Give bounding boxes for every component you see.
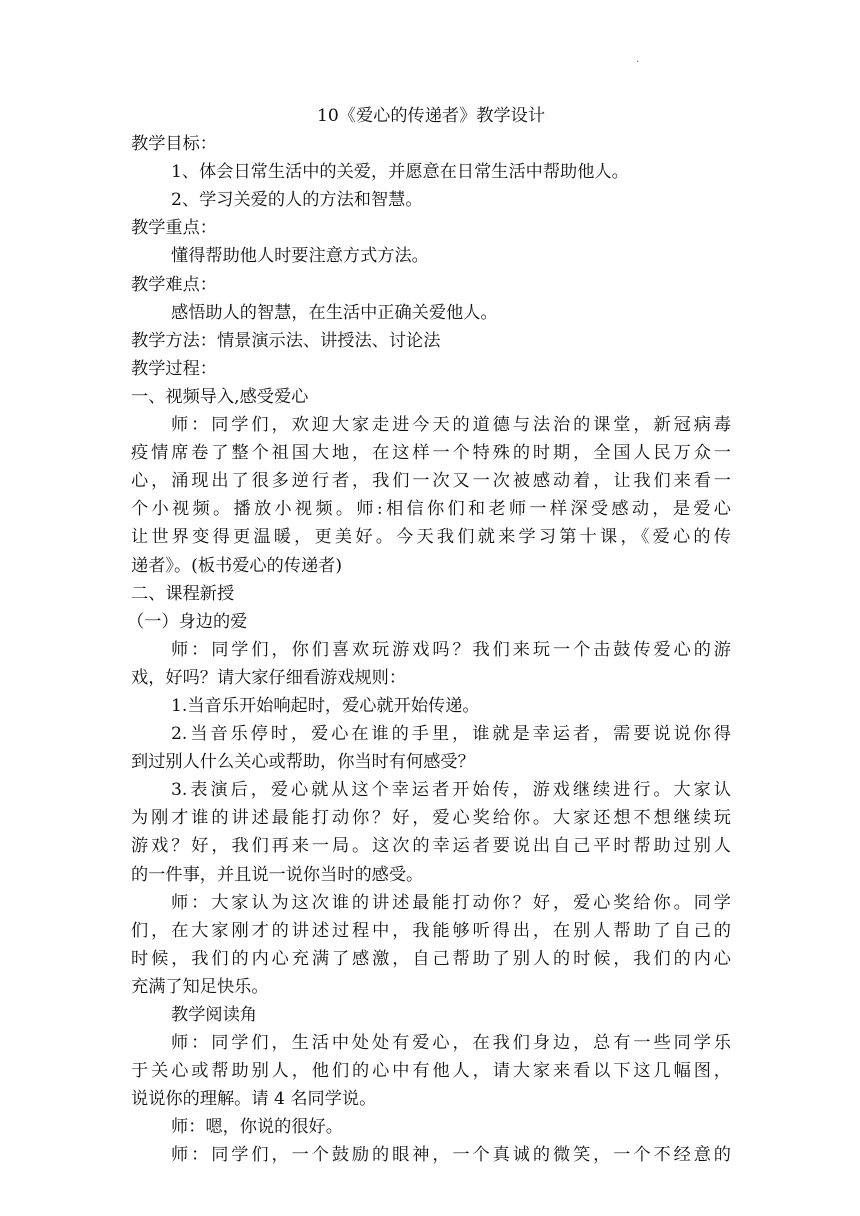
section-heading: 一、视频导入,感受爱心 — [131, 386, 309, 407]
paragraph-line: 到过别人什么关心或帮助，你当时有何感受？ — [131, 752, 475, 773]
document-body — [127, 130, 731, 1169]
section-heading: 教学目标： — [131, 134, 217, 155]
subsection-heading: （一）身边的爱 — [127, 611, 248, 632]
paragraph-line: 时候，我们的内心充满了感激，自己帮助了别人的时候，我们的内心 — [131, 948, 731, 969]
paragraph-line: 师：嗯，你说的很好。 — [171, 1117, 343, 1138]
lesson-plan-document — [127, 102, 731, 1170]
paragraph-line: 师：同学们，一个鼓励的眼神，一个真诚的微笑，一个不经意的 — [171, 1145, 731, 1166]
paragraph-line: 2.当音乐停时，爱心在谁的手里，谁就是幸运者，需要说说你得 — [171, 724, 731, 745]
paragraph-line: 让世界变得更温暖，更美好。今天我们就来学习第十课，《爱心的传 — [131, 527, 731, 548]
paragraph-line: 个小视频。播放小视频。师:相信你们和老师一样深受感动，是爱心 — [131, 499, 731, 520]
paragraph-line: 师：同学们，生活中处处有爱心，在我们身边，总有一些同学乐 — [171, 1033, 731, 1054]
paragraph-line: 说说你的理解。请 4 名同学说。 — [131, 1089, 377, 1110]
paragraph-line: 教学阅读角 — [171, 1005, 257, 1025]
paragraph-line: 师：同学们，欢迎大家走进今天的道德与法治的课堂，新冠病毒 — [171, 415, 731, 436]
page-corner-mark: . — [636, 54, 640, 65]
paragraph-line: 3.表演后，爱心就从这个幸运者开始传，游戏继续进行。大家认 — [171, 780, 731, 801]
paragraph-line: 心，涌现出了很多逆行者，我们一次又一次被感动着，让我们来看一 — [131, 471, 731, 492]
paragraph-line: 懂得帮助他人时要注意方式方法。 — [171, 246, 429, 267]
paragraph-line: 1、体会日常生活中的关爱，并愿意在日常生活中帮助他人。 — [171, 162, 629, 183]
paragraph-line: 疫情席卷了整个祖国大地，在这样一个特殊的时期，全国人民万众一 — [131, 443, 731, 464]
paragraph-line: 游戏？好，我们再来一局。这次的幸运者要说出自己平时帮助过别人 — [131, 836, 731, 857]
document-title: 10《爱心的传递者》教学设计 — [316, 106, 546, 126]
section-heading: 二、课程新授 — [131, 583, 235, 604]
section-heading: 教学过程： — [131, 358, 217, 379]
paragraph-line: 2、学习关爱的人的方法和智慧。 — [171, 190, 423, 211]
paragraph-line: 感悟助人的智慧，在生活中正确关爱他人。 — [171, 302, 498, 323]
paragraph-line: 师：同学们，你们喜欢玩游戏吗？我们来玩一个击鼓传爱心的游 — [171, 639, 731, 660]
section-heading: 教学重点： — [131, 218, 217, 239]
paragraph-line: 们，在大家刚才的讲述过程中，我能够听得出，在别人帮助了自己的 — [131, 920, 731, 941]
section-heading: 教学难点： — [131, 274, 217, 295]
paragraph-line: 师：大家认为这次谁的讲述最能打动你？好，爱心奖给你。同学 — [171, 892, 731, 913]
paragraph-line: 戏，好吗？请大家仔细看游戏规则： — [131, 667, 407, 688]
paragraph-line: 递者》。(板书爱心的传递者) — [131, 555, 343, 576]
section-heading: 教学方法：情景演示法、讲授法、讨论法 — [131, 330, 441, 351]
paragraph-line: 充满了知足快乐。 — [131, 976, 269, 997]
paragraph-line: 于关心或帮助别人，他们的心中有他人，请大家来看以下这几幅图， — [131, 1061, 731, 1082]
paragraph-line: 1.当音乐开始响起时，爱心就开始传递。 — [171, 695, 480, 716]
paragraph-line: 为刚才谁的讲述最能打动你？好，爱心奖给你。大家还想不想继续玩 — [131, 808, 731, 829]
paragraph-line: 的一件事，并且说一说你当时的感受。 — [131, 864, 424, 885]
